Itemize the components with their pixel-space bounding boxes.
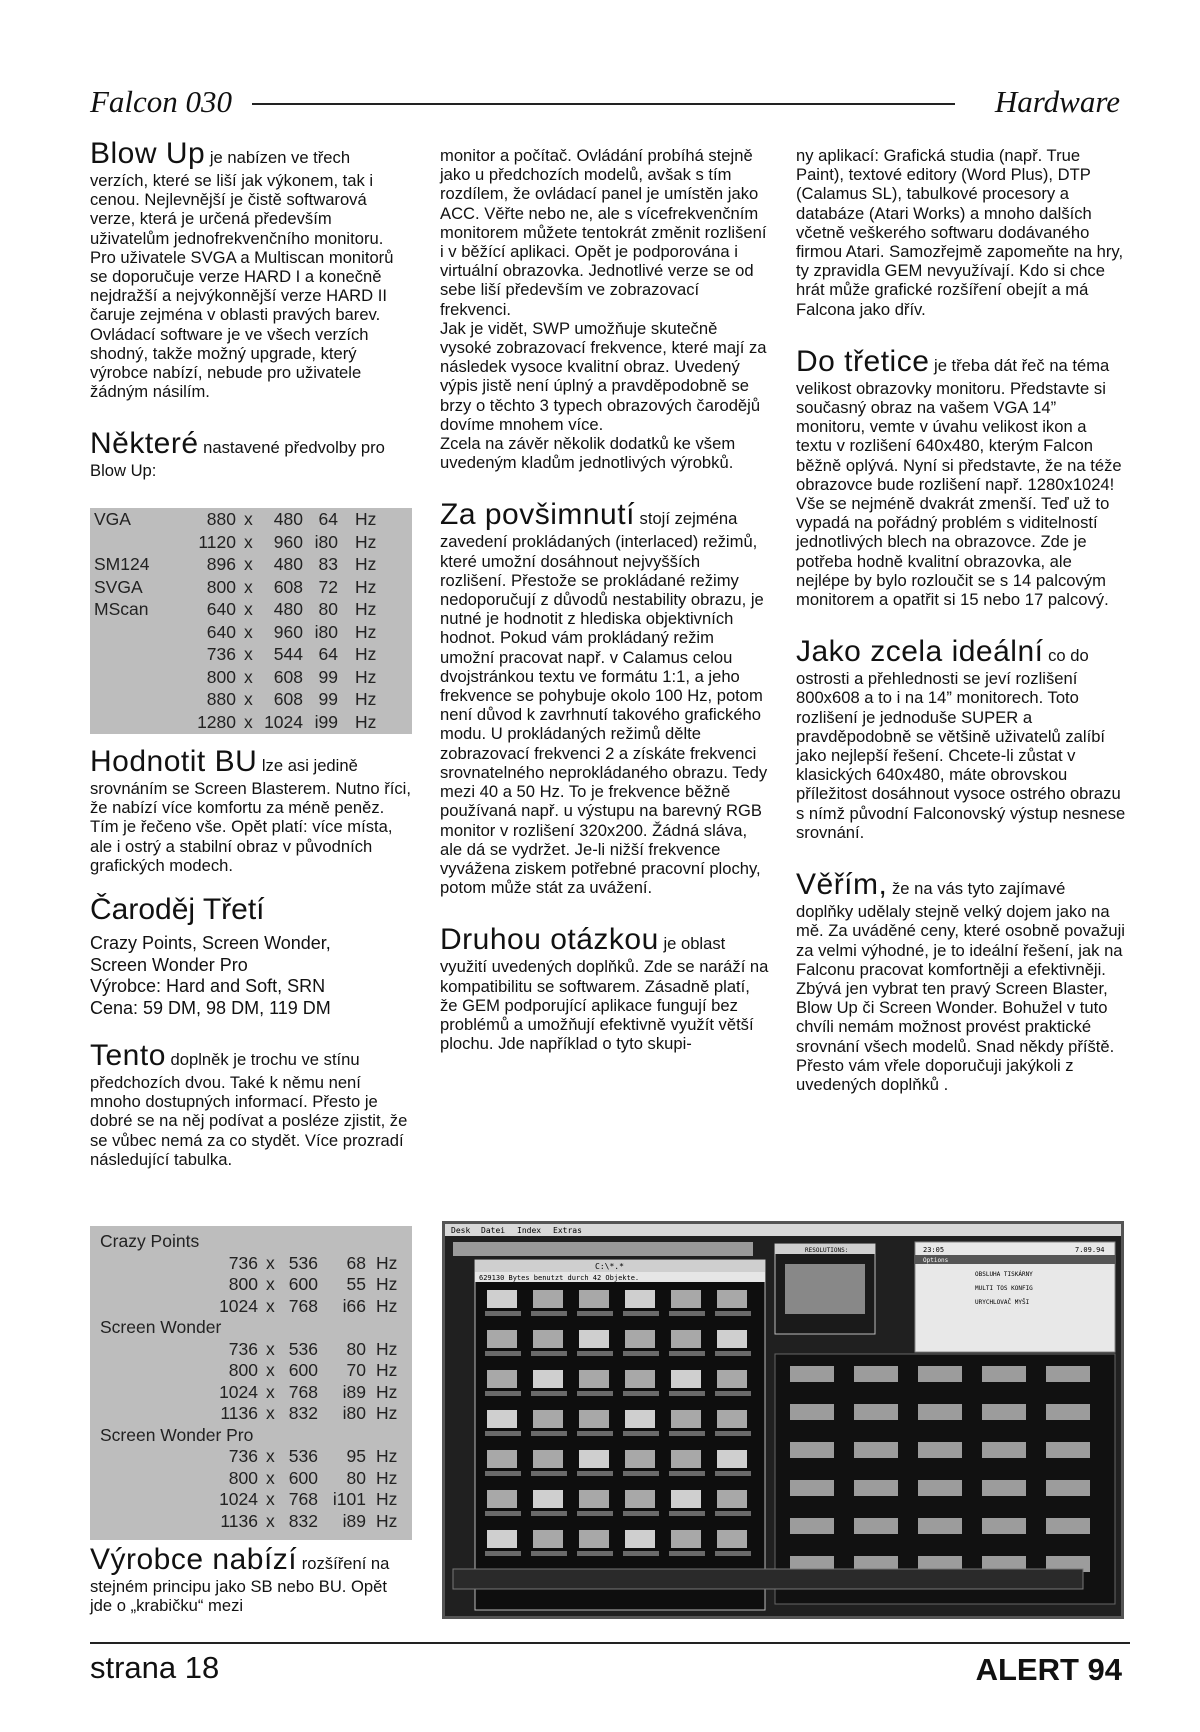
file-icon [717,1290,747,1308]
footer-page: strana 18 [90,1650,220,1685]
mode-unit: Hz [355,509,377,529]
credit-line: Cena: 59 DM, 98 DM, 119 DM [90,997,331,1018]
mode-x: x [244,689,253,709]
paragraph [796,635,1126,842]
mode-height: 608 [273,666,303,687]
paragraph [440,923,770,1053]
freq-width: 1136 [220,1510,258,1531]
option-printer: OBSLUHA TISKÁRNY [975,1271,1033,1278]
freq-frequency: 80 [346,1338,366,1359]
file-icon [579,1490,609,1508]
column-2 [440,146,770,1069]
table-group-title: Crazy Points [100,1231,200,1251]
menu-desk: Desk [451,1226,471,1235]
freq-unit: Hz [376,1295,398,1316]
freq-frequency: 55 [346,1274,366,1294]
file-icon [487,1490,517,1508]
freq-x: x [266,1467,275,1488]
mode-unit: Hz [355,644,377,664]
freq-unit: Hz [376,1403,398,1423]
options-title: Options [923,1257,949,1264]
paragraph-text: stojí zejména zavedení prokládaných (interlaced) režimů, které umožní dosáhnout nejvyšších rozlišení. Přestože se prokládané režimy nedoporučují z důvodů nestability obrazu, je nutné je hodnotit z hlediska objektivních hodnot. Pokud vám prokládaný režim umožní pracovat např. v Calamus celou dvojstránkou textu ve formátu 1:1, a jeho frekvence se pohybuje okolo 100 Hz, potom není důvod k zavrhnutí takového grafického modu. U prokládaných režimů dělte zobrazovací frekvenci 2 a získáte frekvenci srovnatelného neprokládaného obrazu. Tedy mezi 40 a 50 Hz. To je frekvence běžně používaná např. u výstupu na barevný RGB monitor v rozlišení 320x200. Žádná sláva, ale dá se vydržet. Je-li nižší frekvence vyvážena ziskem potřebné pracovní plochy, potom může stát za uvážení. [440,509,768,898]
table-row [90,1273,412,1295]
freq-frequency: i66 [342,1295,366,1316]
mode-name: SM124 [94,554,150,574]
file-icon [533,1490,563,1508]
menu-index: Index [517,1226,542,1235]
lead-word: Blow Up [90,137,206,170]
table-row [90,1402,412,1424]
file-icon [717,1490,747,1508]
freq-x: x [266,1295,275,1316]
file-icon [487,1370,517,1388]
resolutions-title: RESOLUTIONS: [805,1247,849,1254]
mode-height: 480 [273,554,303,574]
table-row [90,1510,412,1532]
column-3 [796,146,1126,1110]
freq-x: x [266,1360,275,1380]
paragraph: Zcela na závěr několik dodatků ke všem uvedeným kladům jednotlivých výrobků. [440,434,736,473]
desktop-icon [1046,1480,1090,1496]
mode-x: x [244,576,253,597]
freq-unit: Hz [376,1360,398,1380]
mode-frequency: 64 [318,644,338,664]
desktop-icon [1046,1442,1090,1458]
file-icon [625,1290,655,1308]
paragraph [90,1543,412,1615]
file-icon [579,1370,609,1388]
header-rule [252,103,955,105]
paragraph: ny aplikací: Grafická studia (např. True Paint), textové editory (Word Plus), DTP (Calamus SL), tabulkové procesory a databáze (Atari Works) a mnoho dalších včetně veškerého softwaru dodávaného firmou Atari. Samozřejmě zapomeňte na hry, ty zpravidla GEM nevyužívají. Kdo si chce hrát může grafické rozšíření obejít a má Falcona jako dřív. [796,146,1124,319]
freq-width: 1136 [220,1403,258,1423]
mode-row [90,531,412,554]
table-group-title: Screen Wonder [100,1317,222,1337]
mode-unit: Hz [355,554,377,574]
lead-word: Druhou otázkou [440,923,659,957]
file-icon [625,1410,655,1428]
desktop-icon [982,1442,1026,1458]
mode-row [90,553,412,576]
freq-unit: Hz [376,1381,398,1402]
paragraph-text: co do ostrosti a přehlednosti se jeví rozlišení 800x608 a to i na 14” monitorech. Toto rozlišení je jednoduše SUPER a pravděpodobně se většině uživatelů zalíbí jako nejlepší řešení. Chcete-li zůstat v klasických 640x480, máte obrovskou příležitost dosáhnout vysoce ostrého obrazu s nímž původní Falconovský výstup nesnese srovnání. [796,646,1126,842]
freq-x: x [266,1489,275,1509]
freq-frequency: 80 [346,1467,366,1488]
file-icon [671,1450,701,1468]
blowup-mode-table [90,508,412,734]
desktop-icon [918,1404,962,1420]
file-icon [671,1530,701,1548]
header-right: Hardware [994,84,1120,119]
section-title: Čaroděj Třetí [90,893,265,927]
lead-word: Do třetice [796,344,930,378]
file-icon [625,1330,655,1348]
desktop-icon [790,1480,834,1496]
menu-datei: Datei [481,1226,506,1235]
mode-height: 480 [273,509,303,529]
mode-height: 960 [273,531,303,552]
table-row [90,1445,412,1467]
desktop-icon [982,1518,1026,1534]
freq-unit: Hz [376,1510,398,1531]
desktop-screenshot [442,1221,1124,1619]
table-row [90,1295,412,1317]
freq-height: 536 [288,1338,318,1359]
mode-x: x [244,644,253,664]
mode-frequency: 99 [318,689,338,709]
option-mouse: URYCHLOVAČ MYŠI [975,1299,1030,1306]
file-icon [625,1370,655,1388]
lead-word: Některé [90,427,199,461]
paragraph-text: že na vás tyto zajímavé doplňky udělaly stejně velký dojem jako na mě. Za uváděné ceny, které osobně považuji za velmi výhodné, je to ideální řešení, jak na Falconu pracovat komfortněji a efektivněji. Zbývá jen vybrat ten pravý Screen Blaster, Blow Up či Screen Wonder. Bohužel v tuto chvíli nemám možnost provést praktické srovnání všech modelů. Snad někdy příště. Přesto vám vřele doporučuji jakýkoli z uvedených doplňků . [796,879,1125,1094]
freq-unit: Hz [376,1489,398,1509]
file-icon [625,1490,655,1508]
paragraph [796,868,1126,1094]
freq-frequency: i89 [342,1381,366,1402]
freq-width: 1024 [219,1381,258,1402]
paragraph-text: rozšíření na stejném principu jako SB nebo BU. Opět jde o „krabičku“ mezi [90,1554,390,1616]
file-icon [533,1330,563,1348]
file-icon [579,1330,609,1348]
desktop-screenshot-graphic [445,1224,1121,1616]
freq-height: 768 [288,1489,318,1509]
freq-unit: Hz [376,1467,398,1488]
column-1-lower [90,745,412,1187]
mode-unit: Hz [355,666,377,687]
mode-width: 640 [206,621,236,642]
mode-frequency: 99 [318,666,338,687]
frequency-table [90,1226,412,1540]
paragraph [90,427,412,480]
paragraph-text: je nabízen ve třech verzích, které se liší jak výkonem, tak i cenou. Nejlevnější je čistě softwarová verze, která je určená především uživatelům jednofrekvenčního monitoru. Pro uživatele SVGA a Multiscan monitorů se doporučuje verze HARD I a konečně nejdražší a nejvýkonnější verze HARD II čaruje zejména v oblasti pravých barev. Ovládací software je ve všech verzích shodný, takže možný upgrade, který výrobce nabízí, nebude pro uživatele žádným násilím. [90,148,394,402]
file-icon [671,1490,701,1508]
table-row [90,1359,412,1381]
mode-width: 640 [206,599,236,619]
file-icon [579,1410,609,1428]
file-icon [487,1410,517,1428]
freq-height: 600 [288,1274,318,1294]
window-info: 629130 Bytes benutzt durch 42 Objekte. [479,1274,640,1282]
freq-width: 736 [228,1252,258,1273]
mode-unit: Hz [355,711,377,732]
mode-width: 800 [206,666,236,687]
paragraph [90,1039,412,1169]
mode-frequency: 83 [318,554,338,574]
desktop-icon [854,1442,898,1458]
mode-unit: Hz [355,531,377,552]
file-icon [487,1450,517,1468]
menu-extras: Extras [553,1226,582,1235]
file-icon [579,1290,609,1308]
freq-x: x [266,1446,275,1466]
file-icon [533,1410,563,1428]
desktop-icon [918,1518,962,1534]
freq-height: 536 [288,1252,318,1273]
desktop-icon [918,1480,962,1496]
mode-row [90,643,412,666]
mode-frequency: 80 [318,599,338,619]
file-icon [533,1370,563,1388]
desktop-icon [1046,1518,1090,1534]
file-icon [671,1290,701,1308]
mode-row [90,508,412,531]
mode-frequency: i80 [314,621,338,642]
mode-unit: Hz [355,599,377,619]
desktop-icon [790,1366,834,1382]
desktop-icon [790,1404,834,1420]
mode-width: 880 [206,509,236,529]
file-icon [671,1410,701,1428]
file-icon [487,1330,517,1348]
file-icon [717,1330,747,1348]
desktop-icon [982,1366,1026,1382]
mode-frequency: i99 [314,711,338,732]
window-title: C:\*.* [595,1262,624,1271]
option-multitos: MULTI TOS KONFIG [975,1285,1033,1292]
mode-height: 480 [273,599,303,619]
desktop-icon [918,1366,962,1382]
freq-frequency: 95 [346,1446,366,1466]
freq-unit: Hz [376,1274,398,1294]
freq-x: x [266,1510,275,1531]
paragraph-text: nastavené předvolby pro Blow Up: [90,438,385,481]
desktop-icon [982,1480,1026,1496]
freq-frequency: 68 [346,1252,366,1273]
paragraph-text: je oblast využití uvedených doplňků. Zde se naráží na kompatibilitu se softwarem. Zásadně platí, že GEM podporující aplikace fungují bez problémů a umožňují efektivně využít větší plochu. Jde například o tyto skupi- [440,934,769,1054]
mode-unit: Hz [355,689,377,709]
file-icon [717,1530,747,1548]
lead-word: Hodnotit BU [90,745,258,778]
freq-width: 800 [228,1360,258,1380]
table-row [90,1381,412,1403]
mode-row [90,576,412,599]
lead-word: Za povšimnutí [440,498,635,532]
mode-height: 1024 [264,711,303,732]
paragraph: Jak je vidět, SWP umožňuje skutečně vysoké zobrazovací frekvence, které mají za následek vysoce kvalitní obraz. Uvedený výpis jistě není úplný a pravděpodobně se brzy o těchto 3 typech obrazových čarodějů dovíme mnohem více. [440,318,767,434]
freq-unit: Hz [376,1338,398,1359]
file-icon [717,1450,747,1468]
mode-row [90,666,412,689]
time: 23:05 [923,1246,945,1254]
freq-x: x [266,1338,275,1359]
freq-x: x [266,1403,275,1423]
table-row [90,1252,412,1274]
file-icon [625,1450,655,1468]
freq-width: 736 [228,1446,258,1466]
mode-x: x [244,711,253,732]
freq-height: 832 [288,1510,318,1531]
paragraph [90,745,412,875]
mode-row [90,621,412,644]
mode-frequency: 72 [318,576,338,597]
mode-width: 896 [206,554,236,574]
freq-height: 768 [288,1295,318,1316]
mode-height: 608 [273,689,303,709]
mode-x: x [244,554,253,574]
footer-magazine: ALERT 94 [975,1652,1122,1687]
file-icon [533,1530,563,1548]
desktop-icon [854,1518,898,1534]
table-row [90,1338,412,1360]
mode-width: 736 [206,644,236,664]
freq-x: x [266,1274,275,1294]
file-icon [487,1530,517,1548]
credit-line: Výrobce: Hard and Soft, SRN [90,976,326,997]
desktop-icon [854,1480,898,1496]
file-icon [579,1450,609,1468]
desktop-icon [982,1404,1026,1420]
table-row [90,1488,412,1510]
freq-height: 832 [288,1403,318,1423]
desktop-icon [1046,1404,1090,1420]
mode-x: x [244,599,253,619]
freq-frequency: i101 [332,1489,366,1509]
file-icon [717,1410,747,1428]
freq-unit: Hz [376,1446,398,1466]
mode-frequency: 64 [318,509,338,529]
freq-unit: Hz [376,1252,398,1273]
lead-word: Výrobce nabízí [90,1543,298,1576]
paragraph-text: je třeba dát řeč na téma velikost obrazovky monitoru. Představte si současný obraz na vašem VGA 14” monitoru, vemte v úvahu velikost ikon a textu v rozlišení 640x480, kterým Falcon běžně oplývá. Nyní si představte, že na téže obrazovce bude rozlišení např. 1280x1024! Vše se nejméně dvakrát zmenší. Teď už to vypadá na pořádný problém s viditelností jednotlivých blech na obrazovce. Zde je potřeba hodně kvalitní obrazovka, ale nejlépe by bylo rozloučit se s 14 palcovým monitorem a opatřit si 15 nebo 17 palcový. [796,355,1122,610]
desktop-icon [854,1366,898,1382]
mode-width: 800 [206,576,236,597]
header-left: Falcon 030 [90,84,233,119]
file-icon [579,1530,609,1548]
freq-x: x [266,1252,275,1273]
freq-x: x [266,1381,275,1402]
paragraph [90,137,412,401]
freq-width: 800 [228,1467,258,1488]
credit-line: Crazy Points, Screen Wonder, [90,933,331,954]
mode-row [90,711,412,734]
freq-width: 1024 [219,1489,258,1509]
file-icon [533,1450,563,1468]
freq-height: 600 [288,1467,318,1488]
mode-row [90,688,412,711]
file-icon [625,1530,655,1548]
paragraph [440,498,770,897]
mode-name: VGA [94,509,131,529]
file-icon [671,1330,701,1348]
freq-height: 536 [288,1446,318,1466]
mode-name: MScan [94,599,149,619]
lead-word: Tento [90,1039,166,1073]
column-1 [90,137,412,499]
mode-width: 880 [206,689,236,709]
paragraph: monitor a počítač. Ovládání probíhá stejně jako u předchozích modelů, avšak s tím rozdílem, že ovládací panel je umístěn jako ACC. Věřte nebo ne, ale s vícefrekvenčním monitorem můžete tentokrát změnit rozlišení i v běžící aplikaci. Opět je podporována i virtuální obrazovka. Jednotlivé verze se od sebe liší především ve zobrazovací frekvenci. [440,146,767,319]
file-icon [533,1290,563,1308]
paragraph [796,345,1126,609]
desktop-icon [854,1404,898,1420]
freq-height: 768 [288,1381,318,1402]
footer-rule [90,1642,1130,1644]
desktop-icon [790,1518,834,1534]
table-group-title: Screen Wonder Pro [100,1424,254,1445]
freq-frequency: 70 [346,1360,366,1380]
mode-x: x [244,666,253,687]
mode-unit: Hz [355,576,377,597]
mode-row [90,598,412,621]
file-icon [671,1370,701,1388]
desktop-icon [1046,1366,1090,1382]
lead-word: Jako zcela ideální [796,635,1044,669]
date: 7.09.94 [1075,1246,1105,1254]
mode-width: 1120 [198,531,236,552]
mode-x: x [244,531,253,552]
desktop-icon [918,1442,962,1458]
credit-line: Screen Wonder Pro [90,954,248,975]
mode-x: x [244,509,253,529]
freq-frequency: i80 [342,1403,366,1423]
file-icon [717,1370,747,1388]
freq-frequency: i89 [342,1510,366,1531]
freq-width: 800 [228,1274,258,1294]
mode-height: 544 [273,644,303,664]
file-icon [487,1290,517,1308]
paragraph-text: doplněk je trochu ve stínu předchozích dvou. Také k němu není mnoho dostupných informací. Přesto je dobré se na něj podívat a posléze zjistit, že se vůbec nemá za co stydět. Více prozradí následující tabulka. [90,1050,408,1169]
freq-width: 1024 [219,1295,258,1316]
mode-unit: Hz [355,621,377,642]
table-row [90,1467,412,1489]
mode-height: 608 [273,576,303,597]
mode-height: 960 [273,621,303,642]
freq-height: 600 [288,1360,318,1380]
mode-frequency: i80 [314,531,338,552]
mode-x: x [244,621,253,642]
mode-width: 1280 [197,711,236,732]
paragraph-text: lze asi jedině srovnáním se Screen Blasterem. Nutno říci, že nabízí více komfortu za méně peněz. Tím je řečeno vše. Opět platí: více místa, ale i ostrý a stabilní obraz v původních grafických modech. [90,756,411,875]
mode-name: SVGA [94,576,143,597]
desktop-icon [790,1442,834,1458]
freq-width: 736 [228,1338,258,1359]
lead-word: Věřím, [796,868,888,902]
